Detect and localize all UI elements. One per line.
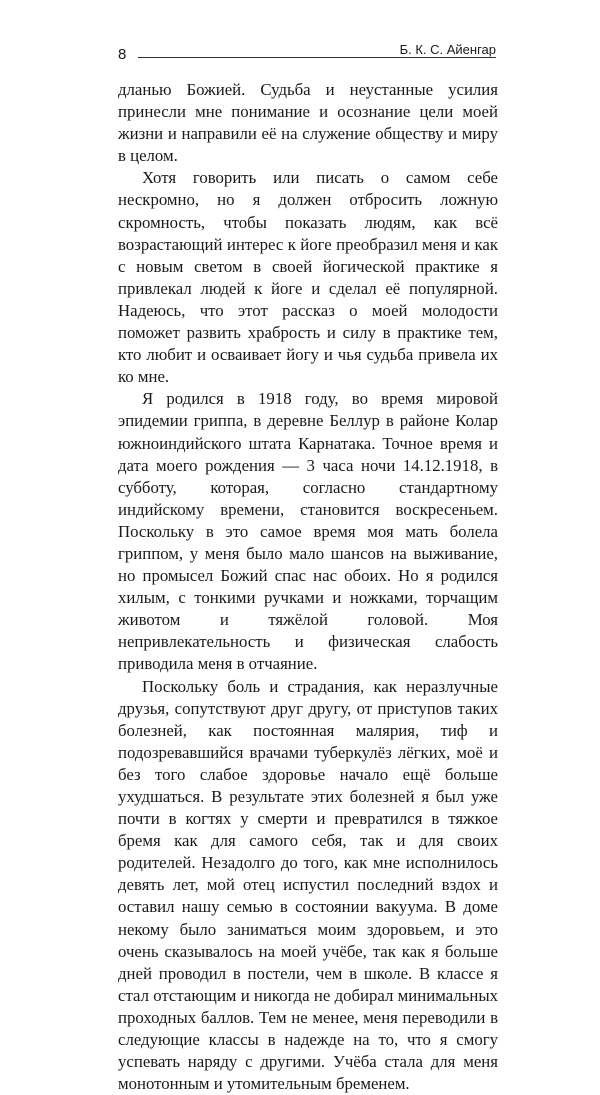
header-rule (138, 57, 496, 58)
paragraph-illness: Поскольку боль и страдания, как неразлучные друзья, сопутствуют друг другу, от приступов таких болезней, как постоянная малярия, тиф и подозревавшийся врачами туберкулёз лёгких, моё и без того слабое здоровье начало ещё больше ухудшаться. В результате этих болезней я был уже почти в когтях у смерти и превратился в тяжкое бремя как для самого себя, так и для своих родителей. Незадолго до того, как мне исполнилось девять лет, мой отец испустил последний вздох и оставил нашу семью в состоянии вакуума. В доме некому было заниматься моим здоровьем, и это очень сказывалось на моей учёбе, так как я больше дней проводил в постели, чем в школе. В классе я стал отстающим и никогда не добирал минимальных проходных баллов. Тем не менее, меня переводили в следующие классы в надежде на то, что я смогу успевать наряду с другими. Учёба стала для меня монотонным и утомительным бременем. (118, 676, 498, 1094)
running-head-author: Б. К. С. Айенгар (394, 42, 496, 57)
paragraph-modesty: Хотя говорить или писать о самом себе нескромно, но я должен отбросить ложную скромность, чтобы показать людям, как всё возрастающий интерес к йоге преобразил меня и как с новым светом в своей йогической практике я привлекал людей к йоге и сделал её популярной. Надеюсь, что этот рассказ о моей молодости поможет развить храбрость и силу в практике тем, кто любит и осваивает йогу и чья судьба привела их ко мне. (118, 168, 498, 387)
page-number: 8 (118, 46, 127, 63)
body-text (118, 79, 498, 1095)
paragraph-birth: Я родился в 1918 году, во время мировой эпидемии гриппа, в деревне Беллур в районе Колар южноиндийского штата Карнатака. Точное время и дата моего рождения — 3 часа ночи 14.12.1918, в субботу, которая, согласно стандартному индийскому времени, становится воскресеньем. Поскольку в это самое время моя мать болела гриппом, у меня было мало шансов на выживание, но промысел Божий спас нас обоих. Но я родился хилым, с тонкими ручками и ножками, торчащим животом и тяжёлой головой. Моя непривлекательность и физическая слабость приводила меня в отчаяние. (118, 389, 498, 674)
running-header (118, 42, 496, 70)
paragraph-continued: дланью Божией. Судьба и неустанные усилия принесли мне понимание и осознание цели моей жизни и направили её на служение обществу и миру в целом. (118, 80, 498, 166)
